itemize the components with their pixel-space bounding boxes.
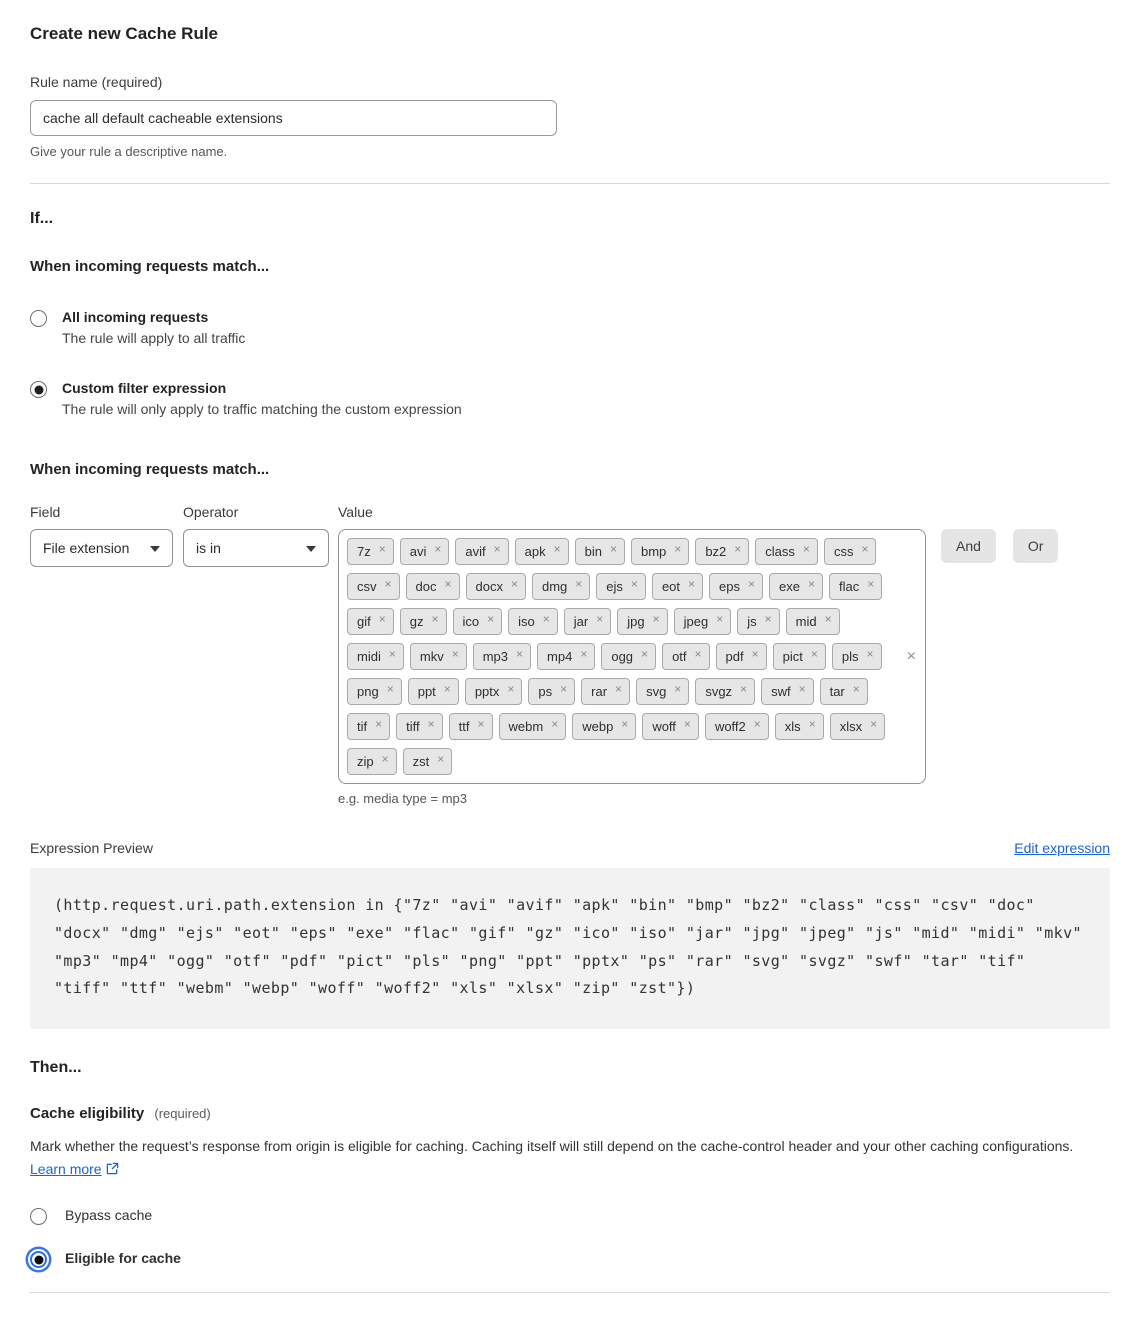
remove-tag-icon[interactable]: × bbox=[764, 611, 772, 626]
chevron-down-icon bbox=[306, 546, 316, 552]
operator-label: Operator bbox=[183, 504, 239, 520]
remove-tag-icon[interactable]: × bbox=[867, 576, 875, 591]
tag-text: ico bbox=[462, 614, 480, 629]
tag-text: css bbox=[833, 544, 854, 559]
tag-text: dmg bbox=[541, 579, 568, 594]
option-custom-filter-expression[interactable] bbox=[30, 380, 1110, 417]
remove-tag-icon[interactable]: × bbox=[553, 541, 561, 556]
remove-tag-icon[interactable]: × bbox=[388, 646, 396, 661]
tag-text: zst bbox=[412, 754, 430, 769]
operator-select-value: is in bbox=[196, 540, 221, 556]
remove-tag-icon[interactable]: × bbox=[808, 716, 816, 731]
tag-text: ps bbox=[538, 684, 553, 699]
radio-label[interactable]: Eligible for cache bbox=[65, 1250, 181, 1267]
remove-tag-icon[interactable]: × bbox=[810, 646, 818, 661]
tag-text: tif bbox=[357, 719, 368, 734]
expression-code: (http.request.uri.path.extension in {"7z" "avi" "avif" "apk" "bin" "bmp" "bz2" "class" "css" "csv" "doc" "docx" "dmg" "ejs" "eot" "eps" "exe" "flac" "gif" "gz" "ico" "iso" "jar" "jpg" "jpeg" "js" "mid" "midi" "mkv" "mp3" "mp4" "ogg" "otf" "pdf" "pict" "pls" "png" "ppt" "pptx" "ps" "rar" "svg" "svgz" "swf" "tar" "tif" "tiff" "ttf" "webm" "webp" "woff" "woff2" "xls" "xlsx" "zip" "zst"}) bbox=[54, 896, 1092, 998]
remove-tag-icon[interactable]: × bbox=[451, 646, 459, 661]
or-button[interactable]: Or bbox=[1013, 529, 1059, 563]
value-tag bbox=[347, 573, 400, 600]
value-tag bbox=[408, 678, 459, 705]
tag-text: flac bbox=[839, 579, 860, 594]
tag-text: mp4 bbox=[547, 649, 573, 664]
tag-text: webm bbox=[508, 719, 544, 734]
remove-tag-icon[interactable]: × bbox=[866, 646, 874, 661]
rule-name-label: Rule name (required) bbox=[30, 74, 163, 90]
radio-description: The rule will only apply to traffic matching the custom expression bbox=[62, 401, 462, 417]
radio-description: The rule will apply to all traffic bbox=[62, 330, 246, 346]
value-tag bbox=[596, 573, 646, 600]
field-select-value: File extension bbox=[43, 540, 130, 556]
value-tag bbox=[528, 678, 575, 705]
field-select[interactable] bbox=[30, 529, 173, 567]
value-helper: e.g. media type = mp3 bbox=[338, 791, 467, 806]
tag-text: pls bbox=[841, 649, 859, 664]
remove-tag-icon[interactable]: × bbox=[375, 716, 383, 731]
tag-text: csv bbox=[357, 579, 377, 594]
radio-label[interactable]: All incoming requests bbox=[62, 309, 209, 325]
tag-text: pict bbox=[782, 649, 803, 664]
remove-tag-icon[interactable]: × bbox=[434, 541, 442, 556]
cache-eligibility-title bbox=[30, 1105, 1110, 1122]
value-tag bbox=[709, 573, 763, 600]
if-heading: If... bbox=[30, 210, 54, 227]
value-tag bbox=[662, 643, 709, 670]
value-tag bbox=[830, 713, 885, 740]
value-tag bbox=[473, 643, 531, 670]
value-tag bbox=[575, 538, 625, 565]
value-tag bbox=[449, 713, 493, 740]
remove-tag-icon[interactable]: × bbox=[443, 681, 451, 696]
option-bypass-cache[interactable] bbox=[30, 1207, 1110, 1225]
value-tag bbox=[755, 538, 818, 565]
tag-text: tar bbox=[829, 684, 845, 699]
then-heading: Then... bbox=[30, 1059, 82, 1076]
remove-tag-icon[interactable]: × bbox=[694, 646, 702, 661]
value-tag bbox=[705, 713, 769, 740]
cache-eligibility-description bbox=[30, 1135, 1110, 1181]
tag-text: bin bbox=[584, 544, 602, 559]
remove-tag-icon[interactable]: × bbox=[431, 611, 439, 626]
remove-tag-icon[interactable]: × bbox=[507, 681, 515, 696]
value-tag bbox=[761, 678, 814, 705]
operator-select[interactable] bbox=[183, 529, 329, 567]
value-tag bbox=[410, 643, 467, 670]
value-label: Value bbox=[338, 504, 373, 520]
remove-tag-icon[interactable]: × bbox=[807, 576, 815, 591]
value-tag bbox=[737, 608, 779, 635]
chevron-down-icon bbox=[150, 546, 160, 552]
value-tag bbox=[636, 678, 689, 705]
value-tag bbox=[455, 538, 508, 565]
tag-text: avi bbox=[409, 544, 427, 559]
remove-tag-icon[interactable]: × bbox=[575, 576, 583, 591]
tag-text: docx bbox=[475, 579, 503, 594]
value-tag bbox=[515, 538, 569, 565]
remove-tag-icon[interactable]: × bbox=[798, 681, 806, 696]
radio-eligible-for-cache[interactable] bbox=[30, 1251, 47, 1268]
value-tag bbox=[347, 538, 394, 565]
tag-text: webp bbox=[582, 719, 614, 734]
remove-tag-icon[interactable]: × bbox=[751, 646, 759, 661]
remove-tag-icon[interactable]: × bbox=[437, 751, 445, 766]
tag-text: zip bbox=[357, 754, 374, 769]
tag-text: rar bbox=[591, 684, 608, 699]
remove-tag-icon[interactable]: × bbox=[630, 576, 638, 591]
tag-text: js bbox=[747, 614, 757, 629]
remove-tag-icon[interactable]: × bbox=[493, 541, 501, 556]
tag-text: svg bbox=[646, 684, 667, 699]
remove-tag-icon[interactable]: × bbox=[542, 611, 550, 626]
required-note: (required) bbox=[154, 1106, 211, 1121]
value-tag bbox=[617, 608, 667, 635]
value-tag bbox=[532, 573, 590, 600]
external-link-icon bbox=[106, 1162, 119, 1175]
remove-tag-icon[interactable]: × bbox=[510, 576, 518, 591]
value-tag bbox=[453, 608, 503, 635]
remove-tag-icon[interactable]: × bbox=[824, 611, 832, 626]
value-tag bbox=[652, 573, 703, 600]
remove-tag-icon[interactable]: × bbox=[596, 611, 604, 626]
value-tag bbox=[695, 538, 749, 565]
tag-text: xls bbox=[784, 719, 801, 734]
remove-tag-icon[interactable]: × bbox=[688, 576, 696, 591]
remove-tag-icon[interactable]: × bbox=[427, 716, 435, 731]
remove-tag-icon[interactable]: × bbox=[802, 541, 810, 556]
value-tag bbox=[824, 538, 877, 565]
field-label: Field bbox=[30, 504, 61, 520]
remove-tag-icon[interactable]: × bbox=[615, 681, 623, 696]
value-tag bbox=[832, 643, 882, 670]
remove-tag-icon[interactable]: × bbox=[641, 646, 649, 661]
remove-tag-icon[interactable]: × bbox=[551, 716, 559, 731]
value-multiselect[interactable] bbox=[338, 529, 926, 784]
value-tag bbox=[406, 573, 460, 600]
remove-tag-icon[interactable]: × bbox=[384, 576, 392, 591]
tag-text: bz2 bbox=[705, 544, 727, 559]
remove-tag-icon[interactable]: × bbox=[748, 576, 756, 591]
remove-tag-icon[interactable]: × bbox=[560, 681, 568, 696]
tag-text: png bbox=[357, 684, 379, 699]
remove-tag-icon[interactable]: × bbox=[381, 751, 389, 766]
remove-tag-icon[interactable]: × bbox=[652, 611, 660, 626]
value-tag bbox=[465, 678, 523, 705]
value-tag bbox=[695, 678, 755, 705]
value-tag bbox=[829, 573, 882, 600]
remove-tag-icon[interactable]: × bbox=[740, 681, 748, 696]
value-tag bbox=[572, 713, 636, 740]
tag-text: avif bbox=[465, 544, 486, 559]
cache-eligibility-label: Cache eligibility bbox=[30, 1105, 145, 1122]
tag-text: jar bbox=[573, 614, 589, 629]
match-heading: When incoming requests match... bbox=[30, 258, 270, 275]
value-tag bbox=[403, 748, 453, 775]
logic-spacer bbox=[941, 504, 1110, 520]
tag-text: pdf bbox=[725, 649, 744, 664]
value-tag bbox=[769, 573, 823, 600]
tag-text: gif bbox=[357, 614, 371, 629]
expression-preview-label: Expression Preview bbox=[30, 840, 153, 856]
edit-expression-link[interactable]: Edit expression bbox=[1014, 840, 1110, 856]
tag-text: apk bbox=[524, 544, 546, 559]
remove-tag-icon[interactable]: × bbox=[580, 646, 588, 661]
value-tag bbox=[631, 538, 689, 565]
tag-text: jpg bbox=[627, 614, 645, 629]
rule-name-helper: Give your rule a descriptive name. bbox=[30, 144, 228, 159]
tag-text: ttf bbox=[458, 719, 470, 734]
tag-list bbox=[347, 538, 895, 775]
radio-all-incoming[interactable] bbox=[30, 310, 47, 327]
tag-text: otf bbox=[672, 649, 687, 664]
tag-text: eot bbox=[661, 579, 681, 594]
value-tag bbox=[499, 713, 567, 740]
radio-bypass-cache[interactable] bbox=[30, 1208, 47, 1225]
value-tag bbox=[347, 608, 394, 635]
tag-text: xlsx bbox=[839, 719, 863, 734]
tag-text: gz bbox=[409, 614, 424, 629]
value-tag bbox=[537, 643, 595, 670]
tag-text: svgz bbox=[705, 684, 733, 699]
tag-text: mp3 bbox=[482, 649, 509, 664]
learn-more-link[interactable]: Learn more bbox=[30, 1161, 102, 1178]
remove-tag-icon[interactable]: × bbox=[609, 541, 617, 556]
value-tag bbox=[347, 643, 404, 670]
value-tag bbox=[564, 608, 611, 635]
remove-tag-icon[interactable]: × bbox=[386, 681, 394, 696]
remove-tag-icon[interactable]: × bbox=[516, 646, 524, 661]
tag-text: ppt bbox=[417, 684, 436, 699]
value-tag bbox=[820, 678, 868, 705]
section-divider bbox=[30, 183, 1110, 184]
remove-tag-icon[interactable]: × bbox=[861, 541, 869, 556]
value-tag bbox=[400, 538, 450, 565]
tag-text: exe bbox=[779, 579, 800, 594]
tag-text: mkv bbox=[419, 649, 444, 664]
remove-tag-icon[interactable]: × bbox=[378, 611, 386, 626]
remove-tag-icon[interactable]: × bbox=[674, 541, 682, 556]
remove-tag-icon[interactable]: × bbox=[870, 716, 878, 731]
value-tag bbox=[466, 573, 526, 600]
tag-text: mid bbox=[795, 614, 817, 629]
remove-tag-icon[interactable]: × bbox=[621, 716, 629, 731]
value-tag bbox=[786, 608, 840, 635]
tag-text: ejs bbox=[606, 579, 623, 594]
expression-builder bbox=[30, 504, 1110, 806]
value-tag bbox=[642, 713, 699, 740]
tag-text: 7z bbox=[357, 544, 371, 559]
tag-text: woff bbox=[652, 719, 676, 734]
value-tag bbox=[775, 713, 824, 740]
value-tag bbox=[347, 678, 402, 705]
page-title: Create new Cache Rule bbox=[30, 24, 219, 43]
value-tag bbox=[347, 748, 397, 775]
tag-text: jpeg bbox=[683, 614, 709, 629]
radio-label[interactable]: Custom filter expression bbox=[62, 380, 227, 396]
value-tag bbox=[508, 608, 558, 635]
tag-text: woff2 bbox=[714, 719, 746, 734]
remove-tag-icon[interactable]: × bbox=[487, 611, 495, 626]
description-text: Mark whether the request’s response from origin is eligible for caching. Caching itself will still depend on the cache-control header and your other caching configurations. bbox=[30, 1138, 1074, 1154]
tag-text: pptx bbox=[474, 684, 500, 699]
rule-name-input[interactable] bbox=[30, 100, 557, 136]
value-tag bbox=[674, 608, 732, 635]
remove-tag-icon[interactable]: × bbox=[753, 716, 761, 731]
remove-tag-icon[interactable]: × bbox=[716, 611, 724, 626]
value-tag bbox=[400, 608, 447, 635]
value-tag bbox=[396, 713, 443, 740]
builder-heading: When incoming requests match... bbox=[30, 461, 270, 478]
value-tag bbox=[773, 643, 826, 670]
expression-preview-box bbox=[30, 868, 1110, 1029]
remove-tag-icon[interactable]: × bbox=[852, 681, 860, 696]
value-tag bbox=[347, 713, 390, 740]
radio-custom-filter[interactable] bbox=[30, 381, 47, 398]
remove-tag-icon[interactable]: × bbox=[734, 541, 742, 556]
remove-tag-icon[interactable]: × bbox=[477, 716, 485, 731]
radio-label[interactable]: Bypass cache bbox=[65, 1207, 153, 1224]
tag-text: iso bbox=[518, 614, 535, 629]
tag-text: tiff bbox=[406, 719, 420, 734]
value-tag bbox=[581, 678, 630, 705]
value-tag bbox=[601, 643, 656, 670]
tag-text: bmp bbox=[641, 544, 667, 559]
option-all-incoming-requests[interactable] bbox=[30, 309, 1110, 346]
remove-tag-icon[interactable]: × bbox=[683, 716, 691, 731]
remove-tag-icon[interactable]: × bbox=[444, 576, 452, 591]
option-eligible-for-cache[interactable] bbox=[30, 1250, 1110, 1268]
and-button[interactable]: And bbox=[941, 529, 996, 563]
tag-text: eps bbox=[719, 579, 740, 594]
clear-all-icon[interactable]: × bbox=[906, 647, 916, 665]
value-tag bbox=[716, 643, 767, 670]
tag-text: swf bbox=[771, 684, 791, 699]
remove-tag-icon[interactable]: × bbox=[378, 541, 386, 556]
tag-text: doc bbox=[415, 579, 437, 594]
tag-text: class bbox=[765, 544, 795, 559]
tag-text: midi bbox=[357, 649, 381, 664]
remove-tag-icon[interactable]: × bbox=[674, 681, 682, 696]
tag-text: ogg bbox=[611, 649, 634, 664]
